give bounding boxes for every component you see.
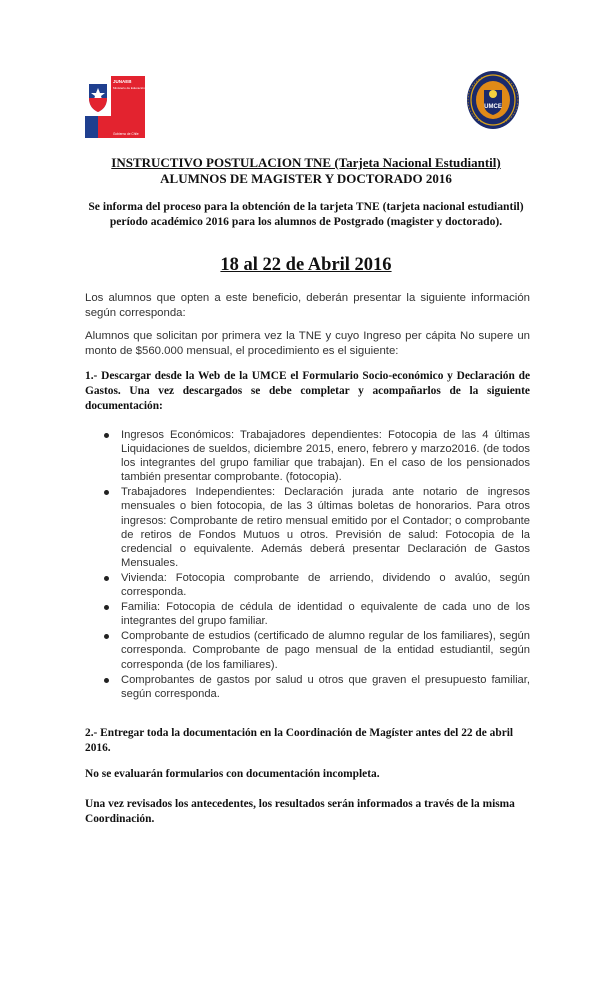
list-item: Trabajadores Independientes: Declaración jurada ante notario de ingresos mensuales o bien fotocopia, de las 3 últimas boletas de honorarios. Para otros ingresos: Comprobante de retiro mensual emitido por el Contador; o comprobante de retiros de Fondos Mutuos u otros. Previsión de salud: Fotocopia de la credencial o equivalente. Además deberá presentar Declaración de Gastos Mensuales. <box>97 485 530 570</box>
bullet-icon <box>104 634 109 639</box>
bullet-icon <box>104 576 109 581</box>
svg-text:JUNAEB: JUNAEB <box>113 79 132 84</box>
list-item: Ingresos Económicos: Trabajadores dependientes: Fotocopia de las 4 últimas Liquidaciones de sueldos, diciembre 2015, enero, febrero y marzo2016. (de todos los integrantes del grupo familiar que trabajan). En el caso de los pensionados también presentar comprobante. (fotocopia). <box>97 428 530 484</box>
incomplete-docs-notice: No se evaluarán formularios con documentación incompleta. <box>85 768 380 780</box>
documents-list <box>97 428 530 702</box>
results-notice: Una vez revisados los antecedentes, los resultados serán informados a través de la misma Coordinación. <box>85 798 515 825</box>
application-dates: 18 al 22 de Abril 2016 <box>220 255 392 275</box>
step-1-instructions: 1.- Descargar desde la Web de la UMCE el Formulario Socio-económico y Declaración de Gastos. Una vez descargados se debe completar y acompañarlos de la siguiente documentación: <box>85 370 530 412</box>
list-item: Comprobantes de gastos por salud u otros que graven el presupuesto familiar, según corresponda. <box>97 673 530 701</box>
intro-paragraph: Se informa del proceso para la obtención de la tarjeta TNE (tarjeta nacional estudiantil) período académico 2016 para los alumnos de Postgrado (magister y doctorado). <box>88 200 524 228</box>
list-item: Vivienda: Fotocopia comprobante de arriendo, dividendo o avalúo, según corresponda. <box>97 571 530 599</box>
document-title-line-2: ALUMNOS DE MAGISTER Y DOCTORADO 2016 <box>160 171 452 186</box>
umce-seal-logo <box>466 70 520 130</box>
bullet-icon <box>104 605 109 610</box>
document-title-line-1: INSTRUCTIVO POSTULACION TNE (Tarjeta Nacional Estudiantil) <box>111 155 501 170</box>
svg-text:Ministerio de Educación: Ministerio de Educación <box>113 86 145 90</box>
svg-text:UMCE: UMCE <box>484 104 502 110</box>
step-2-instructions: 2.- Entregar toda la documentación en la Coordinación de Magíster antes del 22 de abril 2016. <box>85 727 514 754</box>
list-item: Familia: Fotocopia de cédula de identidad o equivalente de cada uno de los integrantes del grupo familiar. <box>97 600 530 628</box>
bullet-icon <box>104 678 109 683</box>
first-time-applicants-paragraph: Alumnos que solicitan por primera vez la TNE y cuyo Ingreso per cápita No supere un monto de $560.000 mensual, el procedimiento es el siguiente: <box>85 330 530 357</box>
svg-text:Gobierno de Chile: Gobierno de Chile <box>113 132 139 136</box>
requirements-paragraph: Los alumnos que opten a este beneficio, deberán presentar la siguiente información según corresponda: <box>85 292 530 319</box>
bullet-icon <box>104 490 109 495</box>
list-item: Comprobante de estudios (certificado de alumno regular de los familiares), según corresponda. Comprobante de pago mensual de la entidad estudiantil, según corresponda (de los familiares). <box>97 629 530 671</box>
junaeb-gobierno-logo <box>85 76 145 138</box>
bullet-icon <box>104 433 109 438</box>
